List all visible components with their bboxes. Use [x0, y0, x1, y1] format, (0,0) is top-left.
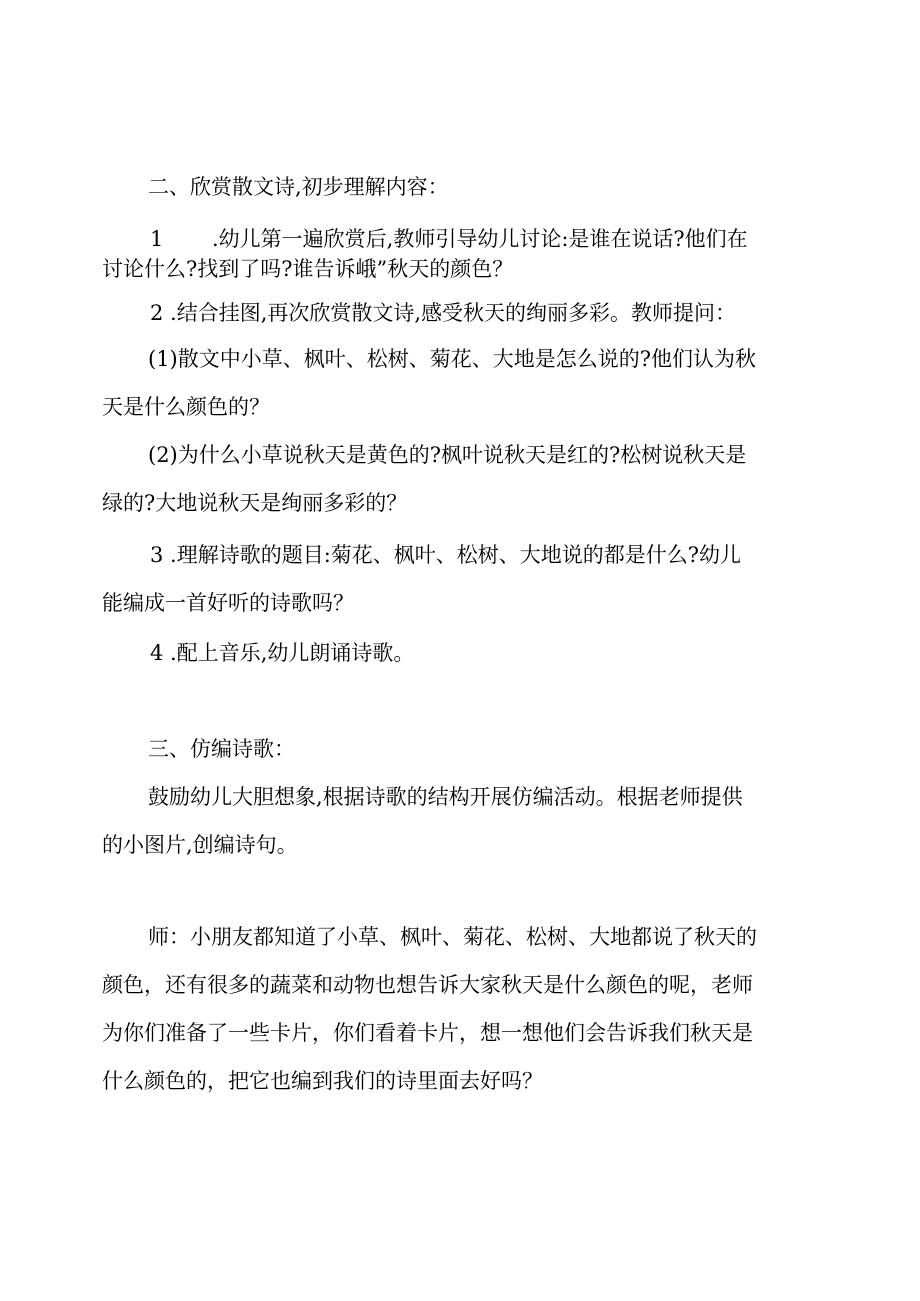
section-3-paragraph-line-2: 的小图片,创编诗句。: [102, 833, 298, 857]
item-1-number: 1: [150, 227, 164, 251]
teacher-paragraph-line-3: 为你们准备了一些卡片，你们看着卡片，想一想他们会告诉我们秋天是: [102, 1021, 753, 1045]
item-1-line-1: .幼儿第一遍欣赏后,教师引导幼儿讨论:是谁在说话?他们在: [212, 227, 748, 251]
item-1-line-2: 讨论什么?找到了吗?谁告诉峨”秋天的颜色？: [102, 257, 514, 281]
item-4: 4 .配上音乐,幼儿朗诵诗歌。: [150, 641, 415, 665]
sub-item-1-line-2: 天是什么颜色的？: [102, 395, 270, 419]
item-3-line-1: 3 .理解诗歌的题目:菊花、枫叶、松树、大地说的都是什么?幼儿: [150, 543, 742, 567]
teacher-paragraph-line-4: 什么颜色的，把它也编到我们的诗里面去好吗？: [102, 1069, 543, 1093]
teacher-paragraph-line-1: 师：小朋友都知道了小草、枫叶、菊花、松树、大地都说了秋天的: [148, 925, 757, 949]
item-3-line-2: 能编成一首好听的诗歌吗？: [102, 591, 354, 615]
section-3-paragraph-line-1: 鼓励幼儿大胆想象,根据诗歌的结构开展仿编活动。根据老师提供: [148, 785, 743, 809]
section-2-heading: 二、欣赏散文诗,初步理解内容：: [148, 175, 449, 199]
item-2: 2 .结合挂图,再次欣赏散文诗,感受秋天的绚丽多彩。教师提问：: [150, 301, 737, 325]
teacher-paragraph-line-2: 颜色，还有很多的蔬菜和动物也想告诉大家秋天是什么颜色的呢，老师: [102, 973, 753, 997]
sub-item-1-line-1: (1)散文中小草、枫叶、松树、菊花、大地是怎么说的?他们认为秋: [148, 347, 757, 371]
section-3-heading: 三、仿编诗歌：: [148, 737, 295, 761]
sub-item-2-line-1: (2)为什么小草说秋天是黄色的?枫叶说秋天是红的?松树说秋天是: [148, 443, 747, 467]
sub-item-2-line-2: 绿的?大地说秋天是绚丽多彩的？: [102, 491, 408, 515]
